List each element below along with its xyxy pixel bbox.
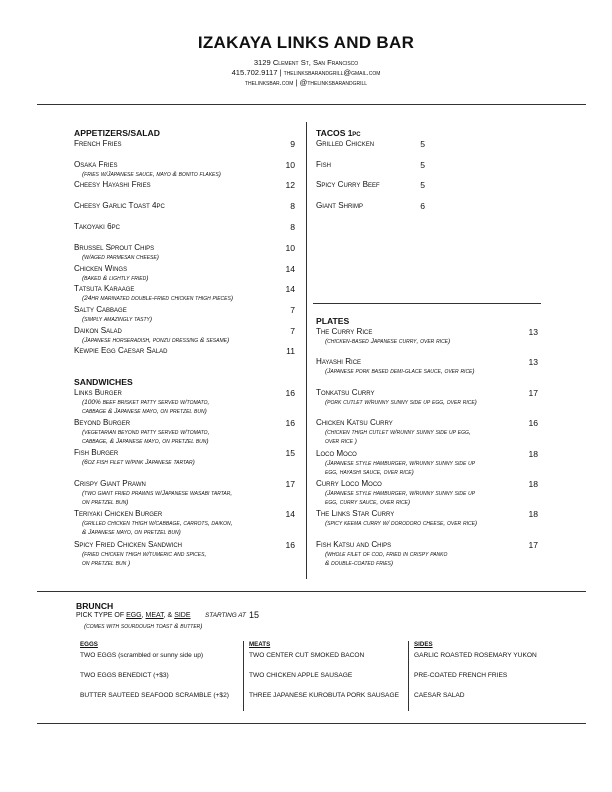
menu-item-description: (two giant fried prawns w/Japanese wasabi tartar,	[82, 490, 233, 497]
menu-item-description: on pretzel bun)	[82, 499, 129, 506]
menu-item-description: (6oz fish filet w/pink Japanese tartar)	[82, 459, 195, 466]
menu-item-name: Fish Katsu and Chips	[316, 540, 392, 549]
tacos-title: TACOS	[316, 128, 346, 138]
menu-item-description: egg, curry sauce, over rice)	[325, 499, 411, 506]
brunch-egg-option: TWO EGGS BENEDICT (+$3)	[80, 672, 169, 679]
menu-item-description: cabbage, & Japanese mayo, on pretzel bun)	[82, 438, 209, 445]
brunch-pick-line	[76, 612, 191, 619]
brunch-meat-option: THREE JAPANESE KUROBUTA PORK SAUSAGE	[249, 692, 399, 699]
menu-item-price: 5	[420, 160, 425, 170]
brunch-meats-header: MEATS	[249, 641, 271, 648]
menu-item-name: Giant Shrimp	[316, 201, 363, 210]
tacos-quantity: 1pc	[347, 129, 361, 138]
column-divider	[306, 122, 307, 579]
brunch-pick-sep: , &	[163, 612, 175, 619]
menu-item-price: 16	[285, 540, 295, 550]
menu-item-price: 18	[528, 449, 538, 459]
menu-item-name: Takoyaki 6pc	[74, 222, 120, 231]
menu-item-name: Daikon Salad	[74, 326, 122, 335]
menu-item-name: French Fries	[74, 139, 122, 148]
menu-item-description: (fries w/Japanese sauce, mayo & bonito flakes)	[82, 171, 221, 178]
menu-item-description: on pretzel bun )	[82, 560, 131, 567]
brunch-pick-egg: EGG	[126, 612, 142, 619]
menu-item-description: (24hr marinated double-fried chicken thigh pieces)	[82, 295, 234, 302]
menu-item-price: 8	[290, 201, 295, 211]
menu-item-price: 16	[528, 418, 538, 428]
menu-item-description: (vegetarian beyond patty served w/tomato,	[82, 429, 210, 436]
menu-item-name: Hayashi Rice	[316, 357, 362, 366]
menu-item-name: Chicken Wings	[74, 264, 128, 273]
menu-item-name: Tatsuta Karaage	[74, 284, 135, 293]
menu-item-name: Teriyaki Chicken Burger	[74, 509, 163, 518]
menu-item-price: 16	[285, 388, 295, 398]
menu-item-name: Grilled Chicken	[316, 139, 375, 148]
brunch-column-divider	[243, 641, 244, 711]
menu-item-price: 17	[528, 540, 538, 550]
menu-item-name: Fish Burger	[74, 448, 119, 457]
menu-item-price: 14	[285, 284, 295, 294]
brunch-column-divider	[408, 641, 409, 711]
menu-item-name: Kewpie Egg Caesar Salad	[74, 346, 168, 355]
menu-item-name: The Links Star Curry	[316, 509, 395, 518]
tacos-heading	[316, 128, 361, 138]
menu-item-price: 13	[528, 327, 538, 337]
menu-item-price: 16	[285, 418, 295, 428]
menu-item-price: 18	[528, 509, 538, 519]
menu-item-description: (whole filet of cod, fried in crispy panko	[325, 551, 448, 558]
menu-item-price: 7	[290, 326, 295, 336]
brunch-pick-sep: ,	[141, 612, 146, 619]
menu-item-description: & double-coated fries)	[325, 560, 394, 567]
brunch-pick-side: SIDE	[174, 612, 191, 619]
brunch-side-option: GARLIC ROASTED ROSEMARY YUKON	[414, 652, 537, 659]
web-line: thelinksbar.com | @thelinksbarandgrill	[244, 78, 368, 87]
brunch-pick-prefix: PICK TYPE OF	[76, 612, 127, 619]
menu-item-price: 5	[420, 139, 425, 149]
menu-item-description: cabbage & Japanese mayo, on pretzel bun)	[82, 408, 207, 415]
contact-line: 415.702.9117 | thelinksbarandgrill@gmail.com	[231, 68, 381, 77]
menu-item-price: 12	[285, 180, 295, 190]
menu-item-name: Brussel Sprout Chips	[74, 243, 155, 252]
menu-item-price: 14	[285, 509, 295, 519]
menu-item-name: Cheesy Garlic Toast 4pc	[74, 201, 165, 210]
restaurant-name: IZAKAYA LINKS AND BAR	[197, 33, 415, 52]
menu-item-name: Cheesy Hayashi Fries	[74, 180, 151, 189]
brunch-eggs-header: EGGS	[80, 641, 98, 648]
brunch-top-divider	[37, 591, 586, 592]
menu-item-description: (spicy keema curry w/ dorodoro cheese, over rice)	[325, 520, 478, 527]
brunch-egg-option: TWO EGGS (scrambled or sunny side up)	[80, 652, 204, 659]
menu-item-name: The Curry Rice	[316, 327, 373, 336]
menu-item-price: 5	[420, 180, 425, 190]
brunch-pick-meat: MEAT	[145, 612, 164, 619]
menu-item-name: Spicy Curry Beef	[316, 180, 380, 189]
menu-item-price: 8	[290, 222, 295, 232]
menu-item-name: Tonkatsu Curry	[316, 388, 375, 397]
menu-item-description: & Japanese mayo, on pretzel bun)	[82, 529, 181, 536]
menu-item-price: 15	[285, 448, 295, 458]
menu-item-price: 6	[420, 201, 425, 211]
menu-item-price: 10	[285, 243, 295, 253]
menu-item-price: 9	[290, 139, 295, 149]
brunch-starting-price: 15	[249, 610, 260, 620]
menu-item-name: Chicken Katsu Curry	[316, 418, 393, 427]
sandwiches-heading: SANDWICHES	[74, 377, 133, 387]
menu-item-price: 11	[286, 346, 295, 356]
brunch-starting-label: STARTING AT	[205, 612, 246, 619]
brunch-meat-option: TWO CHICKEN APPLE SAUSAGE	[249, 672, 353, 679]
menu-item-name: Crispy Giant Prawn	[74, 479, 146, 488]
menu-item-description: (baked & lightly fried)	[82, 275, 149, 282]
tacos-plates-divider	[313, 303, 541, 304]
menu-item-price: 14	[285, 264, 295, 274]
menu-item-description: (Japanese pork based demi-glace sauce, over rice)	[325, 368, 475, 375]
brunch-side-option: CAESAR SALAD	[414, 692, 465, 699]
menu-item-name: Links Burger	[74, 388, 122, 397]
menu-item-name: Beyond Burger	[74, 418, 131, 427]
menu-item-description: (Japanese style hamburger, w/runny sunny side up	[325, 460, 476, 467]
menu-item-name: Loco Moco	[316, 449, 357, 458]
menu-item-name: Fish	[316, 160, 331, 169]
menu-item-description: (Japanese style hamburger, w/runny sunny side up	[325, 490, 476, 497]
brunch-meat-option: TWO CENTER CUT SMOKED BACON	[249, 652, 365, 659]
menu-item-name: Curry Loco Moco	[316, 479, 382, 488]
menu-item-name: Salty Cabbage	[74, 305, 127, 314]
menu-item-description: (simply amazingly tasty)	[82, 316, 152, 323]
menu-item-price: 17	[285, 479, 295, 489]
menu-item-price: 10	[285, 160, 295, 170]
top-divider	[37, 104, 586, 105]
menu-item-price: 18	[528, 479, 538, 489]
menu-item-price: 13	[528, 357, 538, 367]
menu-item-description: (fried chicken thigh w/tumeric and spices,	[82, 551, 207, 558]
menu-item-description: (Japanese horseradish, ponzu dressing & sesame)	[82, 337, 230, 344]
brunch-side-option: PRE-COATED FRENCH FRIES	[414, 672, 508, 679]
brunch-note: (comes with sourdough toast & butter)	[84, 623, 203, 630]
brunch-egg-option: BUTTER SAUTEED SEAFOOD SCRAMBLE (+$2)	[80, 692, 229, 699]
menu-item-price: 17	[528, 388, 538, 398]
menu-item-name: Spicy Fried Chicken Sandwich	[74, 540, 183, 549]
menu-item-description: (w/aged parmesan cheese)	[82, 254, 159, 261]
plates-heading: PLATES	[316, 316, 350, 326]
menu-item-price: 7	[290, 305, 295, 315]
address: 3129 Clement St, San Francisco	[253, 58, 359, 67]
menu-item-description: (100% beef brisket patty served w/tomato,	[82, 399, 210, 406]
menu-item-description: (pork cutlet w/runny sunny side up egg, over rice)	[325, 399, 477, 406]
menu-item-description: over rice )	[325, 438, 357, 445]
menu-item-name: Osaka Fries	[74, 160, 118, 169]
brunch-heading: BRUNCH	[76, 601, 114, 611]
menu-item-description: egg, hayashi sauce, over rice)	[325, 469, 414, 476]
bottom-divider	[37, 723, 586, 724]
menu-item-description: (chicken thigh cutlet w/runny sunny side up egg,	[325, 429, 471, 436]
appetizers-heading: APPETIZERS/SALAD	[74, 128, 160, 138]
menu-item-description: (grilled chicken thigh w/cabbage, carrots, daikon,	[82, 520, 233, 527]
brunch-sides-header: SIDES	[414, 641, 433, 648]
menu-item-description: (chicken-based Japanese curry, over rice)	[325, 338, 451, 345]
